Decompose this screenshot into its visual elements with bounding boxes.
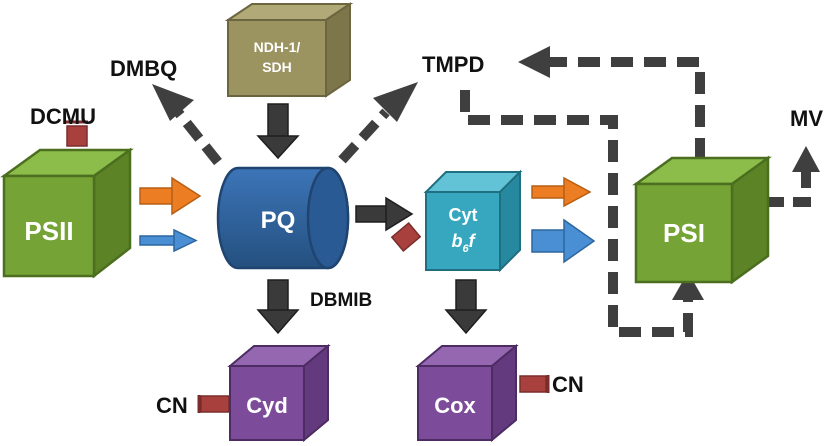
mv-label: MV xyxy=(790,106,823,131)
dashed-path-psi-to-tmpd xyxy=(548,62,700,160)
dmbq-label: DMBQ xyxy=(110,56,178,81)
arrow-pq-to-cyt xyxy=(356,198,412,230)
ndh-label-line2: SDH xyxy=(262,59,292,75)
cox-label: Cox xyxy=(434,393,476,418)
cyt-f-letter: f xyxy=(468,231,475,251)
dashed-arrow-pq-to-tmpd xyxy=(342,112,386,160)
orange-arrow-psii-to-pq xyxy=(140,178,200,214)
arrow-ndh-to-pq xyxy=(258,104,298,158)
dashed-arrow-pq-to-dmbq xyxy=(178,112,218,162)
orange-arrow-cyt-to-psi xyxy=(532,178,590,206)
dashed-arrowhead-dmbq xyxy=(152,84,194,121)
inhibitor-dbmib-marker xyxy=(392,223,420,251)
tmpd-label: TMPD xyxy=(422,52,485,77)
cyt-label: Cyt xyxy=(448,205,478,225)
psi-label: PSI xyxy=(663,218,705,248)
dashed-arrowhead-mv xyxy=(792,146,820,172)
cn-left-label: CN xyxy=(156,393,188,418)
ndh-label-line1: NDH-1/ xyxy=(253,39,301,55)
cyt-b-letter: b xyxy=(451,231,463,251)
dcmu-label: DCMU xyxy=(30,104,96,129)
dbmib-label: DBMIB xyxy=(310,290,373,311)
cyt-subscript: 6 xyxy=(462,243,469,255)
pq-label: PQ xyxy=(260,207,296,234)
cyd-label: Cyd xyxy=(246,393,288,418)
cn-right-label: CN xyxy=(552,372,584,397)
psii-label: PSII xyxy=(24,216,74,246)
dashed-path-psi-to-mv xyxy=(766,170,806,202)
inhibitor-cn-cox-marker xyxy=(520,375,548,393)
arrow-cyt-to-cox xyxy=(446,280,486,333)
arrow-pq-to-cyd xyxy=(258,280,298,333)
dashed-arrowhead-tmpd xyxy=(373,82,418,122)
dashed-arrowhead-psi-to-tmpd xyxy=(518,46,550,78)
blue-arrow-cyt-to-psi xyxy=(532,220,594,262)
blue-arrow-psii-to-pq xyxy=(140,230,196,251)
inhibitor-cn-cyd-marker xyxy=(199,395,229,413)
psii-box xyxy=(4,150,130,276)
